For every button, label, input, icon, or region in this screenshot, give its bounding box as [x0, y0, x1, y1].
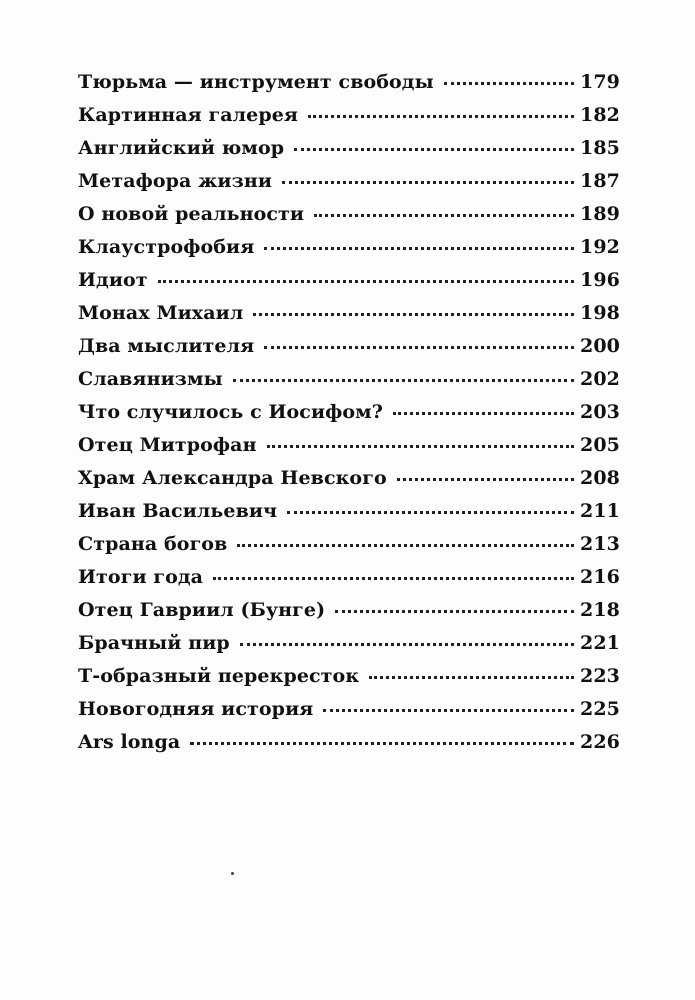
- toc-entry-title: Итоги года: [78, 566, 204, 588]
- dot-leader: [253, 313, 574, 316]
- toc-entry-title: Страна богов: [78, 533, 228, 555]
- dot-leader: [233, 379, 574, 382]
- toc-entry-title: Картинная галерея: [78, 104, 299, 126]
- toc-entry-page: 211: [580, 500, 620, 522]
- toc-entry: [78, 599, 620, 632]
- toc-entry: [78, 632, 620, 665]
- toc-entry-page: 202: [580, 368, 620, 390]
- toc-entry-title: Славянизмы: [78, 368, 223, 390]
- toc-entry-page: 223: [580, 665, 620, 687]
- toc-entry: [78, 170, 620, 203]
- toc-entry: [78, 203, 620, 236]
- toc-entry-page: 218: [580, 599, 620, 621]
- dot-leader: [397, 478, 574, 481]
- toc-entry-page: 221: [580, 632, 620, 654]
- toc-entry-page: 198: [580, 302, 620, 324]
- toc-entry-page: 192: [580, 236, 620, 258]
- toc-entry-title: Ars longa: [78, 731, 181, 753]
- toc-entry-title: Английский юмор: [78, 137, 285, 159]
- dot-leader: [323, 709, 574, 712]
- toc-entry-page: 182: [580, 104, 620, 126]
- toc-entry-title: Новогодняя история: [78, 698, 314, 720]
- toc-entry-page: 189: [580, 203, 620, 225]
- toc-entry: [78, 104, 620, 137]
- toc-entry: [78, 269, 620, 302]
- toc-entry-page: 196: [580, 269, 620, 291]
- toc-entry-page: 203: [580, 401, 620, 423]
- toc-entry-title: Клаустрофобия: [78, 236, 255, 258]
- toc-entry: [78, 236, 620, 269]
- toc-entry: [78, 566, 620, 599]
- toc-entry-page: 185: [580, 137, 620, 159]
- toc-entry-title: Отец Гавриил (Бунге): [78, 599, 326, 621]
- toc-entry-page: 208: [580, 467, 620, 489]
- dot-leader: [335, 610, 574, 613]
- dot-leader: [287, 511, 574, 514]
- toc-entry-page: 200: [580, 335, 620, 357]
- toc-entry-page: 205: [580, 434, 620, 456]
- dot-leader: [444, 82, 574, 85]
- toc-entry-page: 225: [580, 698, 620, 720]
- dot-leader: [314, 214, 574, 217]
- toc-entry-title: Храм Александра Невского: [78, 467, 387, 489]
- toc-entry: [78, 137, 620, 170]
- toc-entry-page: 213: [580, 533, 620, 555]
- dot-leader: [264, 346, 574, 349]
- toc-entry-title: Два мыслителя: [78, 335, 255, 357]
- dot-leader: [158, 280, 574, 283]
- dot-leader: [308, 115, 574, 118]
- dot-leader: [190, 742, 574, 745]
- dot-leader: [264, 247, 574, 250]
- toc-entry: [78, 302, 620, 335]
- toc-entry-title: Брачный пир: [78, 632, 230, 654]
- toc-entry-page: 216: [580, 566, 620, 588]
- dot-leader: [369, 676, 574, 679]
- toc-entry-page: 226: [580, 731, 620, 753]
- toc-entry-title: Монах Михаил: [78, 302, 244, 324]
- dot-leader: [282, 181, 574, 184]
- dot-leader: [267, 445, 574, 448]
- toc-entry: [78, 467, 620, 500]
- toc-entry-title: Идиот: [78, 269, 148, 291]
- toc-entry-page: 179: [580, 71, 620, 93]
- toc-entry: [78, 401, 620, 434]
- toc-entry-title: Метафора жизни: [78, 170, 273, 192]
- dot-leader: [213, 577, 574, 580]
- toc-entry-title: Тюрьма — инструмент свободы: [78, 71, 434, 93]
- toc-entry: [78, 698, 620, 731]
- toc-entry: [78, 665, 620, 698]
- toc-entry: [78, 731, 620, 764]
- toc-entry-title: Т-образный перекресток: [78, 665, 360, 687]
- toc-entry: [78, 434, 620, 467]
- toc-entry: [78, 335, 620, 368]
- toc-entry: [78, 71, 620, 104]
- toc-entry-page: 187: [580, 170, 620, 192]
- table-of-contents: [78, 71, 620, 764]
- toc-entry: [78, 533, 620, 566]
- toc-entry: [78, 368, 620, 401]
- dot-leader: [393, 412, 574, 415]
- print-speck: [231, 872, 234, 875]
- dot-leader: [237, 544, 574, 547]
- toc-entry: [78, 500, 620, 533]
- dot-leader: [240, 643, 574, 646]
- dot-leader: [294, 148, 574, 151]
- toc-entry-title: Иван Васильевич: [78, 500, 278, 522]
- toc-entry-title: Отец Митрофан: [78, 434, 257, 456]
- toc-entry-title: Что случилось с Иосифом?: [78, 401, 383, 423]
- toc-entry-title: О новой реальности: [78, 203, 305, 225]
